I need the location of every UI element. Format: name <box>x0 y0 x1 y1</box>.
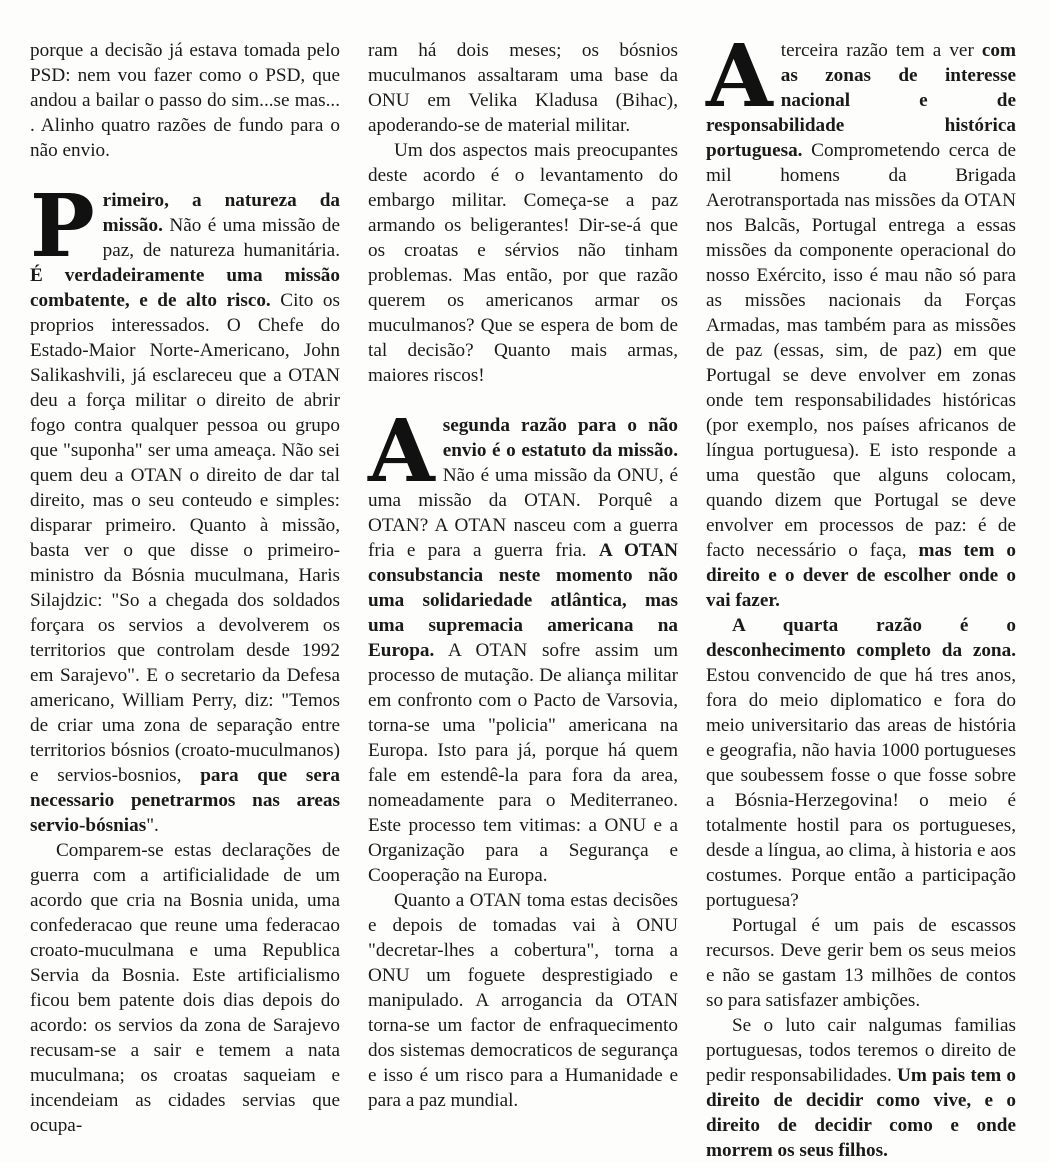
column-1 <box>30 38 340 1136</box>
article-paragraph <box>30 838 340 1138</box>
text-segment: A OTAN sofre assim um processo de mutação. De aliança militar em confronto com o Pacto de Varsovia, torna-se uma "policia" americana na Europa. Isto para já, porque há quem fale em estendê-la para fora da area, nomeadamente para o Mediterraneo. Este processo tem vitimas: a ONU e a Organização para a Segurança e Cooperação na Europa. <box>368 640 678 886</box>
article-paragraph <box>706 613 1016 913</box>
text-segment: Comprometendo cerca de mil homens da Brigada Aerotransportada nas missões da OTAN nos Balcãs, Portugal entrega a essas missões da componente operacional do nosso Exército, isso é mau não só para as missões nacionais da Forças Armadas, mas também para as missões de paz (essas, sim, de paz) em que Portugal se deve envolver em zonas onde tem responsabilidades históricas (por exemplo, nos países africanos de língua portuguesa). E isto responde a uma questão que alguns colocam, quando dizem que Portugal se deve envolver em processos de paz: é de facto necessário o faça, <box>706 140 1016 561</box>
bold-text-segment: com as zonas de interesse nacional e de responsabilidade histórica portuguesa. <box>706 40 1016 161</box>
article-paragraph <box>368 401 678 888</box>
bold-text-segment: mas tem o direito e o dever de escolher onde o vai fazer. <box>706 540 1017 611</box>
column-2 <box>368 38 678 1111</box>
text-segment: Estou convencido de que há tres anos, fora do meio diplomatico e fora do meio universitario das areas de história e geografia, não havia 1000 portugueses que soubessem fosse o que fosse sobre a Bósnia-Herzegovina! o meio é totalmente hostil para os portugueses, desde a língua, ao clima, à historia e aos costumes. Porque então a participação portuguesa? <box>706 665 1016 911</box>
text-segment: terceira razão tem a ver <box>780 40 982 61</box>
text-segment: ". <box>146 815 159 836</box>
article-paragraph <box>368 888 678 1113</box>
bold-text-segment: segunda razão para o não envio é o estatuto da missão. <box>442 415 678 461</box>
text-segment: Comparem-se estas declarações de guerra com a artificialidade de um acordo que cria na Bosnia unida, uma confederacao que reune uma federacao croato-muculmana e uma Republica Servia da Bosnia. Este artificialismo ficou bem patente dois dias depois do acordo: os servios da zona de Sarajevo recusam-se a sair e temem a nata muculmana; os croatas saqueiam e incendeiam as cidades servias que ocupa- <box>30 840 340 1136</box>
text-segment: Quanto a OTAN toma estas decisões e depois de tomadas vai à ONU "decretar-lhes a cobertura", torna a ONU um foguete desprestigiado e manipulado. A arrogancia da OTAN torna-se um factor de enfraquecimento dos sistemas democraticos de segurança e isso é um risco para a Humanidade e para a paz mundial. <box>368 890 678 1111</box>
article-paragraph <box>706 913 1016 1013</box>
article-paragraph <box>706 26 1017 613</box>
text-segment: Não é uma missão de paz, de natureza humanitária. <box>102 215 340 261</box>
article-paragraph <box>368 138 678 388</box>
bold-text-segment: rimeiro, a natureza da missão. <box>102 190 340 236</box>
text-segment: Se o luto cair nalgumas familias portuguesas, todos teremos o direito de pedir responsabilidades. <box>706 1015 1016 1086</box>
bold-text-segment: A quarta razão é o desconhecimento completo da zona. <box>706 615 1016 661</box>
text-segment: Portugal é um pais de escassos recursos. Deve gerir bem os seus meios e não se gastam 13 milhões de contos so para satisfazer ambições. <box>706 915 1016 1011</box>
drop-cap: A <box>706 26 773 127</box>
bold-text-segment: A OTAN consubstancia neste momento não uma solidariedade atlântica, mas uma supremacia americana na Europa. <box>368 540 678 661</box>
article-paragraph <box>30 38 340 163</box>
text-segment: Cito os proprios interessados. O Chefe do Estado-Maior Norte-Americano, John Salikashvili, já esclareceu que a OTAN deu a força militar o direito de abrir fogo contra qualquer pessoa ou grupo que "suponha" ser uma ameaça. Não sei quem deu a OTAN o direito de dar tal direito, mas o seu conteudo e simples: disparar primeiro. Quanto à missão, basta ver o que disse o primeiro-ministro da Bósnia muculmana, Haris Silajdzic: "So a chegada dos soldados forçara os servios a devolverem os territorios que controlam desde 1992 em Sarajevo". E o secretario da Defesa americano, William Perry, diz: "Temos de criar uma zona de separação entre territorios bósnios (croato-muculmanos) e servios-bosnios, <box>30 290 340 786</box>
column-3 <box>706 26 1017 1161</box>
text-segment: ram há dois meses; os bósnios muculmanos assaltaram uma base da ONU em Velika Kladusa (Bihac), apoderando-se de material militar. <box>368 40 678 136</box>
article-paragraph <box>368 38 678 138</box>
article-paragraph <box>30 176 340 838</box>
article-columns <box>30 26 1027 1161</box>
bold-text-segment: Um pais tem o direito de decidir como vive, e o direito de decidir como e onde morrem os seus filhos. <box>706 1065 1016 1161</box>
drop-cap: A <box>368 401 435 502</box>
bold-text-segment: É verdadeiramente uma missão combatente, e de alto risco. <box>30 265 340 311</box>
text-segment: porque a decisão já estava tomada pelo PSD: nem vou fazer como o PSD, que andou a bailar o passo do sim...se mas... . Alinho quatro razões de fundo para o não envio. <box>30 40 340 161</box>
bold-text-segment: para que sera necessario penetrarmos nas areas servio-bósnias <box>30 765 340 836</box>
article-paragraph <box>706 1013 1016 1163</box>
drop-cap: P <box>30 176 95 277</box>
text-segment: Não é uma missão da ONU, é uma missão da OTAN. Porquê a OTAN? A OTAN nasceu com a guerra fria e para a guerra fria. <box>368 465 678 561</box>
text-segment: Um dos aspectos mais preocupantes deste acordo é o levantamento do embargo militar. Começa-se a paz armando os beligerantes! Dir-se-á que os croatas e sérvios não tinham problemas. Mas então, por que razão querem os americanos armar os muculmanos? Que se espera de bom de tal decisão? Quanto mais armas, maiores riscos! <box>368 140 678 386</box>
